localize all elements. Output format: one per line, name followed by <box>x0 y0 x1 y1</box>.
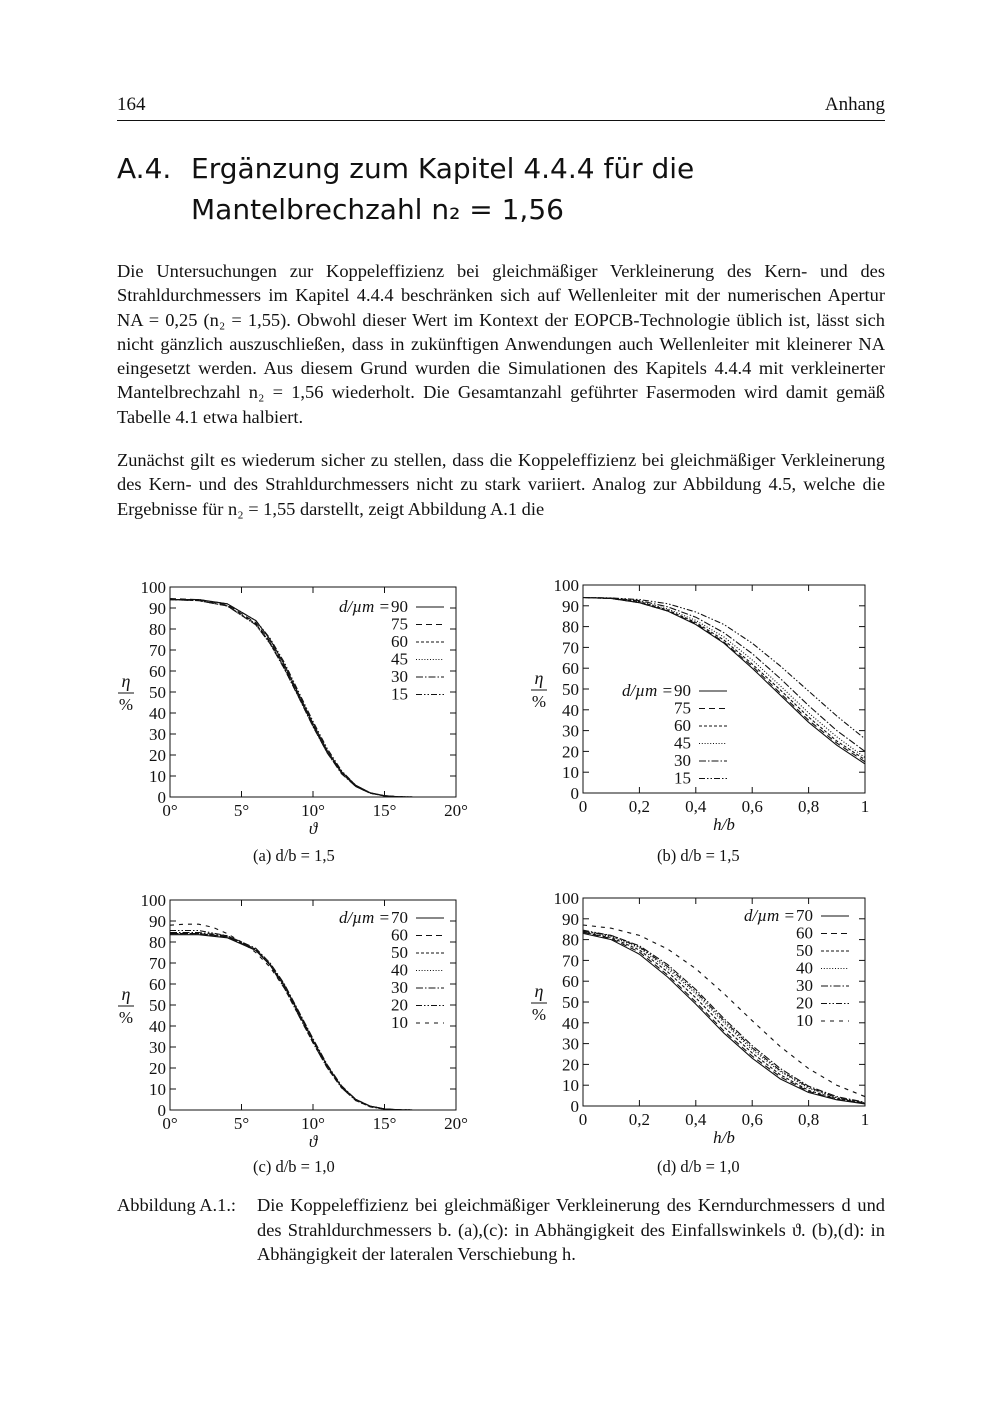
series-line-60 <box>170 934 456 1110</box>
x-tick-label: 0,4 <box>685 1110 707 1129</box>
y-axis-unit: % <box>531 692 547 711</box>
y-axis-unit: % <box>531 1005 547 1024</box>
x-axis-label: h/b <box>713 815 735 834</box>
chart-b <box>525 575 905 835</box>
x-tick-label: 15° <box>372 1114 397 1133</box>
y-tick-label: 30 <box>149 1038 166 1057</box>
y-tick-label: 90 <box>562 596 579 616</box>
legend-label: 15 <box>391 684 408 704</box>
y-tick-label: 90 <box>149 912 166 931</box>
series-line-30 <box>583 598 865 752</box>
plot-frame <box>170 587 456 797</box>
y-tick-label: 0 <box>157 1101 166 1120</box>
legend-title: d/µm = <box>338 597 390 616</box>
y-tick-label: 0 <box>157 788 166 807</box>
x-tick-label: 20° <box>444 1114 468 1133</box>
x-tick-label: 0,2 <box>628 1110 651 1129</box>
page-number: 164 <box>117 94 146 115</box>
legend-label: 30 <box>674 751 691 770</box>
legend-label: 30 <box>391 667 408 686</box>
y-tick-label: 40 <box>562 1013 579 1033</box>
subcaption-b: (b) d/b = 1,5 <box>657 846 740 865</box>
legend-label: 30 <box>391 978 408 997</box>
y-tick-label: 10 <box>562 1076 579 1096</box>
subcaption-d: (d) d/b = 1,0 <box>657 1157 740 1176</box>
series-line-75 <box>170 599 456 797</box>
y-tick-label: 100 <box>140 578 166 597</box>
legend-label: 75 <box>391 614 408 634</box>
y-tick-label: 80 <box>562 617 579 637</box>
x-axis-label: ϑ <box>308 819 318 838</box>
series-line-45 <box>170 600 456 797</box>
y-tick-label: 30 <box>149 725 166 744</box>
y-tick-label: 60 <box>562 659 579 679</box>
series-line-75 <box>583 598 865 762</box>
y-tick-label: 50 <box>149 683 166 702</box>
legend-label: 15 <box>674 768 691 788</box>
legend-title: d/µm = <box>621 681 673 700</box>
y-tick-label: 60 <box>149 662 166 681</box>
y-tick-label: 20 <box>149 1059 166 1078</box>
y-tick-label: 10 <box>149 767 166 786</box>
y-tick-label: 20 <box>562 1055 579 1075</box>
x-tick-label: 5° <box>233 801 250 820</box>
legend-label: 70 <box>391 908 408 927</box>
legend-label: 60 <box>391 925 408 945</box>
y-tick-label: 0 <box>570 1097 579 1116</box>
paragraph-1: Die Untersuchungen zur Koppeleffizienz bei gleichmäßiger Verkleinerung des Kern- und des Strahldurchmessers im Kapitel 4.4.4 beschränken sich auf Wellenleiter mit der numerischen Apertur NA = 0,25 (n₂ = 1,55). Obwohl dieser Wert im Kontext der EOPCB-Technologie üblich ist, lässt sich nicht gänzlich auszuschließen, dass in zukünftigen Anwendungen auch Wellenleiter mit kleinerer NA eingesetzt werden. Aus diesem Grund wurden die Simulationen des Kapitels 4.4.4 mit verkleinerter Mantelbrechzahl n₂ = 1,56 wiederholt. Die Gesamtanzahl geführter Fasermoden wird damit gemäß Tabelle 4.1 etwa halbiert. <box>117 261 885 427</box>
series-line-30 <box>170 600 456 797</box>
y-tick-label: 60 <box>149 975 166 994</box>
y-tick-label: 100 <box>553 889 579 908</box>
chart-d <box>525 888 905 1148</box>
x-tick-label: 0 <box>578 1110 588 1129</box>
legend-label: 60 <box>391 632 408 651</box>
y-tick-label: 40 <box>562 700 579 720</box>
y-tick-label: 100 <box>140 891 166 910</box>
legend-label: 50 <box>796 941 813 960</box>
legend-label: 90 <box>391 597 408 616</box>
y-tick-label: 50 <box>562 680 579 699</box>
legend-label: 50 <box>391 943 408 962</box>
x-tick-label: 15° <box>372 801 397 820</box>
y-axis-unit: % <box>118 1008 134 1027</box>
series-line-90 <box>170 600 456 797</box>
y-tick-label: 80 <box>149 620 166 639</box>
x-tick-label: 0° <box>162 1114 178 1133</box>
running-title: Anhang <box>824 94 885 115</box>
x-tick-label: 0,8 <box>797 1110 820 1129</box>
legend-label: 45 <box>674 733 691 753</box>
y-axis-label: η <box>121 671 131 691</box>
x-tick-label: 20° <box>444 801 468 820</box>
legend-label: 40 <box>796 958 813 978</box>
legend-title: d/µm = <box>743 906 795 925</box>
paragraph-2: Zunächst gilt es wiederum sicher zu stellen, dass die Koppeleffizienz bei gleichmäßiger Verkleinerung des Kern- und des Strahldurchmessers nicht zu stark variiert. Analog zur Abbildung 4.5, welche die Ergebnisse für n₂ = 1,55 darstellt, zeigt Abbildung A.1 die <box>117 450 885 519</box>
y-tick-label: 40 <box>149 704 166 723</box>
section-number: A.4. <box>117 152 172 185</box>
y-tick-label: 70 <box>562 638 579 658</box>
legend-label: 70 <box>796 906 813 925</box>
legend-label: 10 <box>796 1011 813 1030</box>
plot-frame <box>583 898 865 1106</box>
plot-frame <box>170 900 456 1110</box>
series-line-60 <box>583 598 865 760</box>
y-tick-label: 0 <box>570 784 579 803</box>
y-tick-label: 60 <box>562 972 579 992</box>
x-tick-label: 5° <box>233 1114 250 1133</box>
legend-label: 20 <box>796 993 813 1013</box>
section-title-line1: Ergänzung zum Kapitel 4.4.4 für die <box>191 152 695 185</box>
legend-label: 30 <box>796 976 813 995</box>
legend-label: 60 <box>674 716 691 735</box>
x-tick-label: 10° <box>301 1114 325 1133</box>
running-header <box>117 94 885 121</box>
x-tick-label: 1 <box>860 1110 870 1129</box>
x-tick-label: 0,6 <box>741 797 763 816</box>
y-tick-label: 30 <box>562 721 579 741</box>
series-line-50 <box>170 934 456 1110</box>
x-tick-label: 0,4 <box>685 797 707 816</box>
y-tick-label: 20 <box>562 742 579 762</box>
section-title-line2: Mantelbrechzahl n₂ = 1,56 <box>191 193 564 226</box>
y-tick-label: 90 <box>562 909 579 929</box>
y-axis-unit: % <box>118 695 134 714</box>
x-tick-label: 10° <box>301 801 325 820</box>
series-line-15 <box>170 600 456 797</box>
x-tick-label: 0 <box>578 797 588 816</box>
y-tick-label: 50 <box>149 996 166 1015</box>
legend-label: 75 <box>674 698 691 718</box>
x-tick-label: 0° <box>162 801 178 820</box>
chart-a <box>110 575 490 838</box>
series-line-60 <box>170 600 456 797</box>
y-tick-label: 70 <box>149 641 166 660</box>
y-tick-label: 80 <box>149 933 166 952</box>
series-line-30 <box>170 933 456 1110</box>
x-tick-label: 0,8 <box>797 797 820 816</box>
y-tick-label: 10 <box>562 763 579 783</box>
y-tick-label: 20 <box>149 746 166 765</box>
series-line-50 <box>583 932 865 1103</box>
series-line-70 <box>583 933 865 1104</box>
y-tick-label: 50 <box>562 993 579 1012</box>
series-line-10 <box>170 924 456 1110</box>
x-tick-label: 0,6 <box>741 1110 763 1129</box>
x-tick-label: 0,2 <box>628 797 651 816</box>
y-tick-label: 80 <box>562 930 579 950</box>
legend-title: d/µm = <box>338 908 390 927</box>
y-tick-label: 30 <box>562 1034 579 1054</box>
y-axis-label: η <box>534 668 544 688</box>
legend-label: 60 <box>796 923 813 943</box>
x-tick-label: 1 <box>860 797 870 816</box>
y-tick-label: 10 <box>149 1080 166 1099</box>
legend-label: 90 <box>674 681 691 700</box>
legend-label: 40 <box>391 960 408 980</box>
subcaption-a: (a) d/b = 1,5 <box>253 846 335 865</box>
subcaption-c: (c) d/b = 1,0 <box>253 1157 335 1176</box>
y-tick-label: 100 <box>553 576 579 595</box>
x-axis-label: ϑ <box>308 1132 318 1151</box>
figure-caption-text: Die Koppeleffizienz bei gleichmäßiger Verkleinerung des Kerndurchmessers d und des Strahldurchmessers b. (a),(c): in Abhängigkeit des Einfallswinkels ϑ. (b),(d): in Abhängigkeit der lateralen Verschiebung h. <box>257 1195 885 1264</box>
legend-label: 20 <box>391 995 408 1015</box>
legend-label: 10 <box>391 1013 408 1032</box>
x-axis-label: h/b <box>713 1128 735 1147</box>
y-tick-label: 70 <box>562 951 579 971</box>
series-line-60 <box>583 932 865 1103</box>
y-tick-label: 70 <box>149 954 166 973</box>
legend-label: 45 <box>391 649 408 669</box>
series-line-40 <box>170 934 456 1110</box>
figure-label: Abbildung A.1.: <box>117 1195 237 1215</box>
y-tick-label: 40 <box>149 1017 166 1036</box>
chart-c <box>110 888 490 1151</box>
series-line-70 <box>170 935 456 1110</box>
y-axis-label: η <box>534 981 544 1001</box>
y-axis-label: η <box>121 984 131 1004</box>
y-tick-label: 90 <box>149 599 166 618</box>
series-line-20 <box>170 931 456 1111</box>
